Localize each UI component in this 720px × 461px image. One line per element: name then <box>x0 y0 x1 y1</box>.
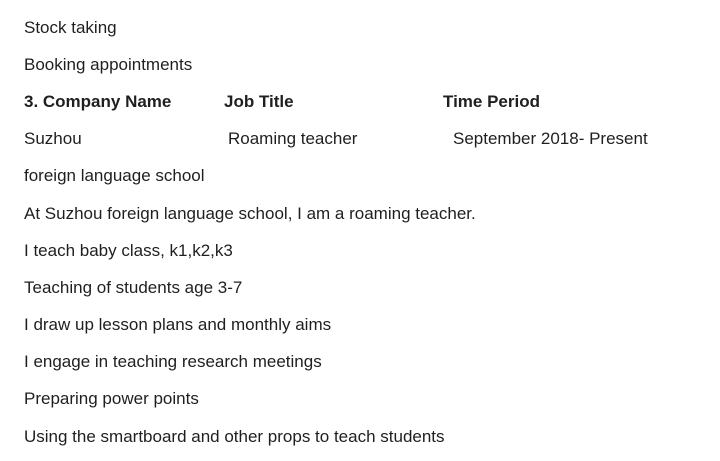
header-time-period: Time Period <box>443 92 540 111</box>
text-line-lesson-plans: I draw up lesson plans and monthly aims <box>24 315 332 334</box>
cell-company: Suzhou <box>24 129 82 148</box>
text-line-baby-class: I teach baby class, k1,k2,k3 <box>24 241 233 260</box>
text-line-students-age: Teaching of students age 3-7 <box>24 278 243 297</box>
text-line-roaming-teacher: At Suzhou foreign language school, I am a roaming teacher. <box>24 204 476 223</box>
header-company-name: 3. Company Name <box>24 92 172 111</box>
text-line-stock-taking: Stock taking <box>24 18 117 37</box>
header-job-title: Job Title <box>224 92 294 111</box>
text-line-smartboard: Using the smartboard and other props to teach students <box>24 427 445 446</box>
text-line-power-points: Preparing power points <box>24 389 199 408</box>
text-line-research-meetings: I engage in teaching research meetings <box>24 352 322 371</box>
cell-company-continued: foreign language school <box>24 166 205 185</box>
text-line-booking-appointments: Booking appointments <box>24 55 193 74</box>
cell-job-title: Roaming teacher <box>228 129 358 148</box>
cell-time-period: September 2018- Present <box>453 129 648 148</box>
